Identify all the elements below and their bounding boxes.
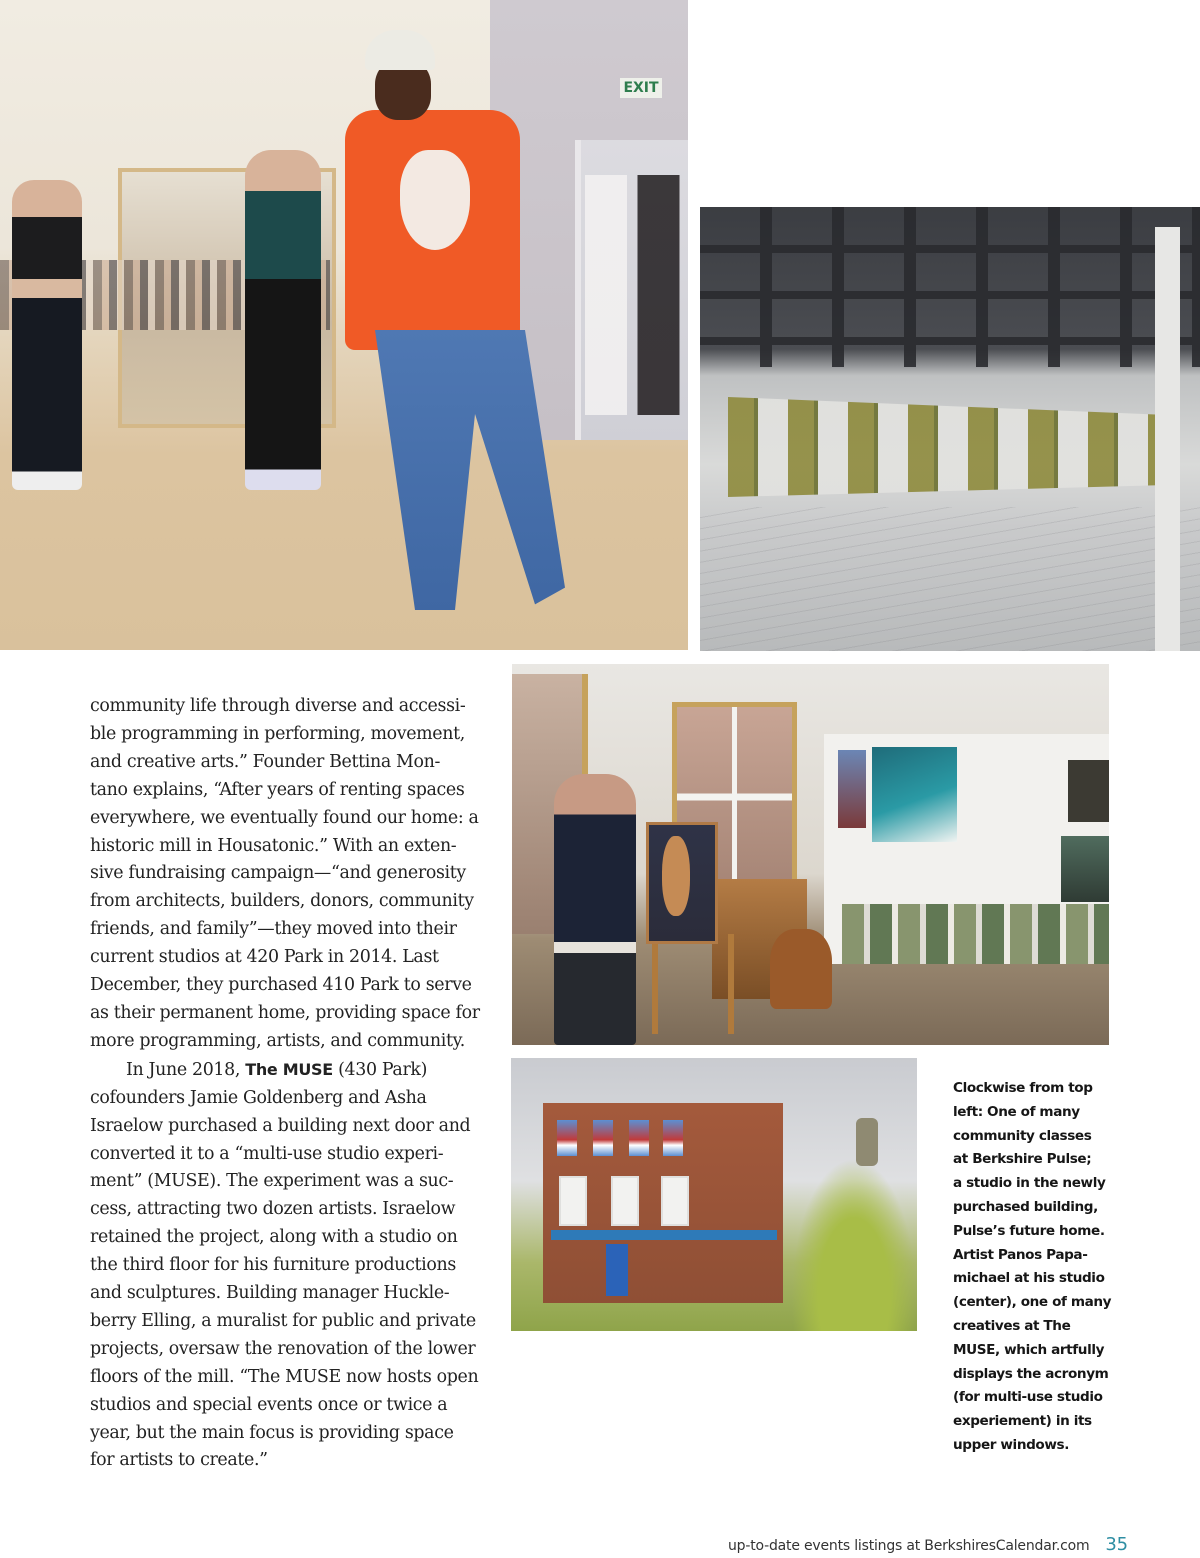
body-line: and sculptures. Building manager Huckle- (90, 1283, 450, 1304)
venue-name-muse: The MUSE (245, 1059, 333, 1079)
body-line: projects, oversaw the renovation of the lower (90, 1338, 476, 1359)
photo-column (1155, 227, 1180, 651)
caption-line: (center), one of many (953, 1294, 1112, 1311)
caption-line: Artist Panos Papa- (953, 1246, 1088, 1263)
caption-line: upper windows. (953, 1436, 1069, 1453)
photo-muse-window (593, 1120, 613, 1156)
body-line: the third floor for his furniture productions (90, 1255, 456, 1276)
caption-line: experiement) in its (953, 1413, 1092, 1430)
page-number: 35 (1105, 1534, 1128, 1555)
photo-floor (700, 507, 1200, 651)
photo-window (559, 1176, 587, 1226)
photo-instructor (345, 30, 580, 630)
body-line: and creative arts.” Founder Bettina Mon- (90, 751, 440, 772)
photo-awning (551, 1230, 777, 1240)
article-body (90, 693, 478, 1475)
photo-canvas-figure (662, 836, 690, 916)
body-line: ment” (MUSE). The experiment was a suc- (90, 1171, 454, 1192)
photo-trees (791, 1158, 917, 1331)
body-line: everywhere, we eventually found our home: a (90, 807, 479, 828)
photo-window (611, 1176, 639, 1226)
body-line: December, they purchased 410 Park to serve (90, 975, 472, 996)
photo-painting (1061, 836, 1109, 902)
body-line: floors of the mill. “The MUSE now hosts open (90, 1366, 479, 1387)
photo-muse-window (663, 1120, 683, 1156)
exit-sign: EXIT (620, 78, 662, 98)
photo-painting (1068, 760, 1109, 822)
photo-floor-canvases (842, 904, 1109, 964)
photo-painting (872, 747, 957, 842)
photo-easel (652, 934, 734, 1034)
photo-muse-window (629, 1120, 649, 1156)
photo-painting (838, 750, 866, 828)
body-line: year, but the main focus is providing space (90, 1422, 454, 1443)
footer-website-text: up-to-date events listings at BerkshiresCalendar.com (728, 1538, 1090, 1554)
caption-line: creatives at The (953, 1317, 1071, 1334)
body-line: sive fundraising campaign—“and generosity (90, 863, 466, 884)
body-line: more programming, artists, and community. (90, 1030, 465, 1051)
body-line: current studios at 420 Park in 2014. Last (90, 947, 439, 968)
photo-cap (365, 30, 435, 70)
paragraph-2-opening (90, 1056, 478, 1085)
body-line: studios and special events once or twice a (90, 1394, 448, 1415)
body-line: friends, and family”—they moved into their (90, 919, 457, 940)
page-footer (728, 1534, 1158, 1556)
caption-line: at Berkshire Pulse; (953, 1151, 1092, 1168)
photo-muse-building (511, 1058, 917, 1331)
body-text: In June 2018, (126, 1059, 246, 1080)
body-line: cofounders Jamie Goldenberg and Asha (90, 1087, 427, 1108)
caption-line: left: One of many (953, 1103, 1080, 1120)
photo-chair (770, 929, 832, 1009)
caption-line: Clockwise from top (953, 1080, 1093, 1096)
body-line: retained the project, along with a studio on (90, 1227, 458, 1248)
caption-line: a studio in the newly (953, 1175, 1106, 1192)
caption-line: Pulse’s future home. (953, 1222, 1105, 1239)
photo-door (606, 1244, 628, 1296)
photo-artist (554, 774, 636, 1045)
photo-artist-studio (512, 664, 1109, 1045)
photo-muse-window (557, 1120, 577, 1156)
caption-line: community classes (953, 1127, 1092, 1144)
body-line: cess, attracting two dozen artists. Israelow (90, 1199, 456, 1220)
photo-water-tower (856, 1118, 878, 1166)
photo-caption (953, 1077, 1123, 1458)
body-line: from architects, builders, donors, community (90, 891, 474, 912)
photo-dance-class (0, 0, 688, 650)
body-line: Israelow purchased a building next door and (90, 1115, 471, 1136)
caption-line: (for multi-use studio (953, 1389, 1103, 1406)
photo-shirt-graphic (400, 150, 470, 250)
photo-window (661, 1176, 689, 1226)
photo-dancer (12, 180, 82, 490)
photo-spectators (580, 175, 685, 415)
body-line: community life through diverse and accessi- (90, 696, 466, 716)
caption-line: MUSE, which artfully (953, 1341, 1105, 1358)
caption-line: purchased building, (953, 1198, 1098, 1215)
caption-line: displays the acronym (953, 1365, 1109, 1382)
body-line: as their permanent home, providing space for (90, 1002, 480, 1023)
body-line: berry Elling, a muralist for public and private (90, 1310, 476, 1331)
photo-dancer (245, 150, 321, 490)
photo-jeans (365, 330, 565, 610)
body-line: ble programming in performing, movement, (90, 723, 465, 744)
photo-empty-mill-studio (700, 207, 1200, 651)
caption-line: michael at his studio (953, 1270, 1105, 1287)
photo-arched-windows (728, 397, 1168, 497)
body-text: (430 Park) (332, 1059, 428, 1080)
body-line: converted it to a “multi-use studio experi- (90, 1143, 444, 1164)
body-line: for artists to create.” (90, 1450, 268, 1471)
photo-ceiling-beams (700, 207, 1200, 367)
body-line: tano explains, “After years of renting spaces (90, 779, 465, 800)
body-line: historic mill in Housatonic.” With an exten- (90, 835, 457, 856)
